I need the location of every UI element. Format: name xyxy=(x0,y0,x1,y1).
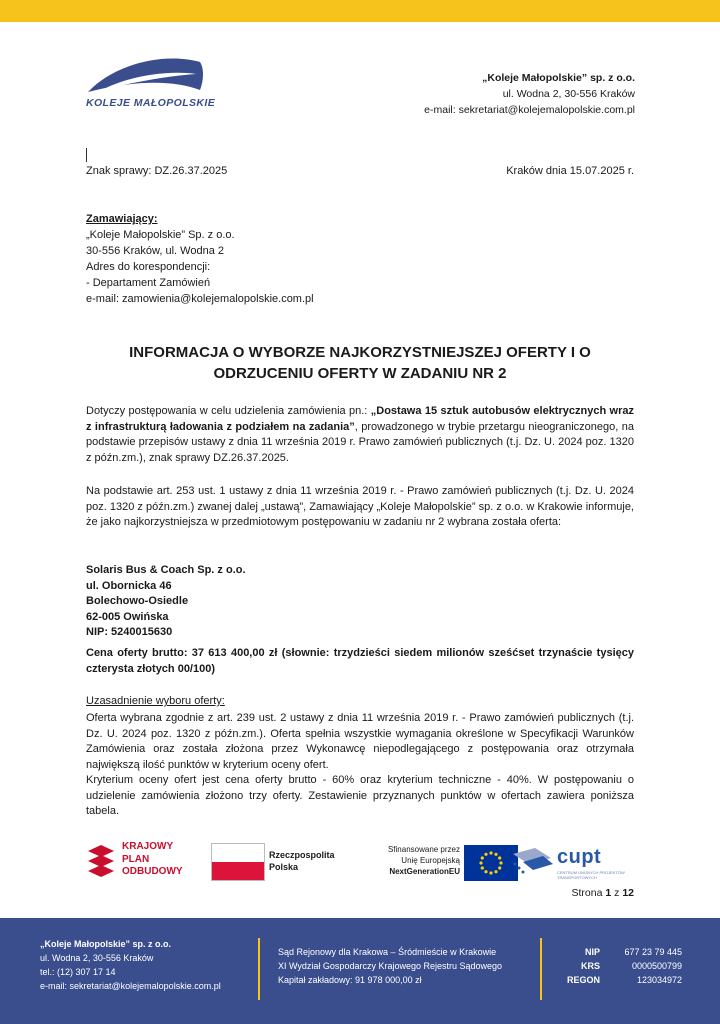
logo-wordmark: KOLEJE MAŁOPOLSKIE xyxy=(86,97,216,109)
buyer-line: Adres do korespondencji: xyxy=(86,261,211,273)
footer-divider xyxy=(258,938,260,1000)
paragraph-justification xyxy=(86,711,634,820)
footer-name: „Koleje Małopolskie” sp. z o.o. xyxy=(40,939,172,949)
top-accent-bar xyxy=(0,0,720,22)
company-line: Bolechowo-Osiedle xyxy=(86,595,189,607)
eu-text: Unię Europejską xyxy=(401,856,460,865)
company-line: ul. Obornicka 46 xyxy=(86,579,172,592)
footer-ids xyxy=(560,945,682,987)
buyer-block xyxy=(86,211,314,307)
sender-name: „Koleje Małopolskie” sp. z o.o. xyxy=(482,72,635,84)
kpo-text: ODBUDOWY xyxy=(122,866,183,877)
company-line: NIP: 5240015630 xyxy=(86,626,173,638)
footer-phone: tel.: (12) 307 17 14 xyxy=(40,967,116,977)
footer-id-row xyxy=(560,973,682,987)
cupt-text: cupt xyxy=(557,846,602,868)
page-label: Strona xyxy=(571,887,603,899)
page-number xyxy=(572,887,634,899)
footer-court-line: XI Wydział Gospodarczy Krajowego Rejestru Sądowego xyxy=(278,961,503,971)
sender-address: ul. Wodna 2, 30-556 Kraków xyxy=(502,88,635,100)
footer-court-line: Sąd Rejonowy dla Krakowa – Śródmieście w Krakowie xyxy=(278,947,497,957)
paragraph-subject xyxy=(86,404,634,466)
winning-company xyxy=(86,563,246,641)
footer-id-row xyxy=(560,945,682,959)
page-current: 1 xyxy=(605,887,612,899)
eu-text: NextGenerationEU xyxy=(389,867,460,876)
footer-id-key: NIP xyxy=(584,947,600,957)
buyer-line: 30-556 Kraków, ul. Wodna 2 xyxy=(86,245,224,257)
title-line: INFORMACJA O WYBORZE NAJKORZYSTNIEJSZEJ OFERTY I O xyxy=(129,344,591,361)
buyer-line: „Koleje Małopolskie” Sp. z o.o. xyxy=(86,229,235,241)
title-line: ODRZUCENIU OFERTY W ZADANIU NR 2 xyxy=(213,365,507,382)
footer-id-row xyxy=(560,959,682,973)
footer-address: ul. Wodna 2, 30-556 Kraków xyxy=(40,953,154,963)
subject-intro: Dotyczy postępowania w celu udzielenia zamówienia pn.: xyxy=(86,405,371,417)
cupt-mark-icon xyxy=(509,844,555,876)
criteria-text: Kryterium oceny ofert jest cena oferty brutto - 60% oraz kryterium techniczne - 40%. W postępowaniu o udzielenie zamówienia złożono trzy oferty. Zestawienie przyznanych punktów w ofertach zawiera poniższa tabela. xyxy=(86,774,634,817)
subject-details: , prowadzonego w trybie przetargu nieograniczonego, na podstawie przepisów ustawy z dnia 11 września 2019 r. Prawo zamówień publicznych (t.j. Dz. U. 2024 poz. 1320 z późn.zm.), znak sprawy DZ.26.37.2025. xyxy=(86,420,634,464)
eu-text: Sfinansowane przez xyxy=(387,845,460,854)
sender-block xyxy=(424,70,635,118)
reference-number: Znak sprawy: DZ.26.37.2025 xyxy=(86,165,228,177)
cupt-subtext: CENTRUM UNIJNYCH PROJEKTÓW TRANSPORTOWYCH xyxy=(557,870,625,880)
footer xyxy=(0,918,720,1024)
footer-id-value: 677 23 79 445 xyxy=(624,947,682,957)
document-date: Kraków dnia 15.07.2025 r. xyxy=(506,165,634,177)
footer-divider xyxy=(540,938,542,1000)
footer-email: e-mail: sekretariat@kolejemalopolskie.com.pl xyxy=(40,981,221,991)
offer-price: Cena oferty brutto: 37 613 400,00 zł (słownie: trzydzieści siedem milionów sześćset trzynaście tysięcy czterysta złotych 00/100) xyxy=(86,647,634,675)
kpo-icon xyxy=(86,845,116,879)
page-total: 12 xyxy=(622,887,634,899)
buyer-heading: Zamawiający: xyxy=(86,213,158,225)
paragraph-decision: Na podstawie art. 253 ust. 1 ustawy z dnia 11 września 2019 r. - Prawo zamówień publicznych (t.j. Dz. U. 2024 poz. 1320 z późn.zm.) zwanej dalej „ustawą”, Zamawiający „Koleje Małopolskie” sp. z o.o. w Krakowie informuje, że jako najkorzystniejsza w przedmiotowym postępowaniu w zadaniu nr 2 wybrana została oferta: xyxy=(86,485,634,528)
justification-heading: Uzasadnienie wyboru oferty: xyxy=(86,695,225,707)
company-line: Solaris Bus & Coach Sp. z o.o. xyxy=(86,564,246,576)
funding-logos xyxy=(86,838,634,884)
polish-flag-icon xyxy=(211,843,265,881)
footer-id-key: REGON xyxy=(566,975,600,985)
buyer-line: e-mail: zamowienia@kolejemalopolskie.com.pl xyxy=(86,293,314,305)
footer-id-key: KRS xyxy=(580,961,600,971)
footer-court xyxy=(278,945,502,987)
buyer-line: - Departament Zamówień xyxy=(86,277,211,289)
company-line: 62-005 Owińska xyxy=(86,610,169,623)
kpo-text: PLAN xyxy=(122,853,150,865)
document-title xyxy=(86,342,634,384)
subject-title: „Dostawa 15 sztuk autobusów elektrycznych wraz z infrastrukturą ładowania z podziałem na zadania” xyxy=(86,405,634,433)
rp-text: Polska xyxy=(269,862,299,872)
footer-id-value: 0000500799 xyxy=(631,961,682,971)
sender-email: e-mail: sekretariat@kolejemalopolskie.com.pl xyxy=(424,104,635,116)
footer-capital: Kapitał zakładowy: 91 978 000,00 zł xyxy=(278,975,422,985)
text-cursor xyxy=(86,148,87,162)
justification-text: Oferta wybrana zgodnie z art. 239 ust. 2 ustawy z dnia 11 września 2019 r. - Prawo zamówień publicznych (t.j. Dz. U. 2024 poz. 1320 z późn.zm.). Oferta spełnia wszystkie wymagania określone w Specyfikacji Warunków Zamówienia oraz została złożona przez Wykonawcę niepodlegającego z postępowania oraz otrzymała największą ilość punktów w kryterium oceny ofert. xyxy=(86,712,634,771)
footer-id-value: 123034972 xyxy=(636,975,682,985)
footer-company xyxy=(40,937,221,993)
kpo-text: KRAJOWY xyxy=(122,841,174,852)
rp-text: Rzeczpospolita xyxy=(269,850,335,860)
page-sep: z xyxy=(614,887,620,899)
